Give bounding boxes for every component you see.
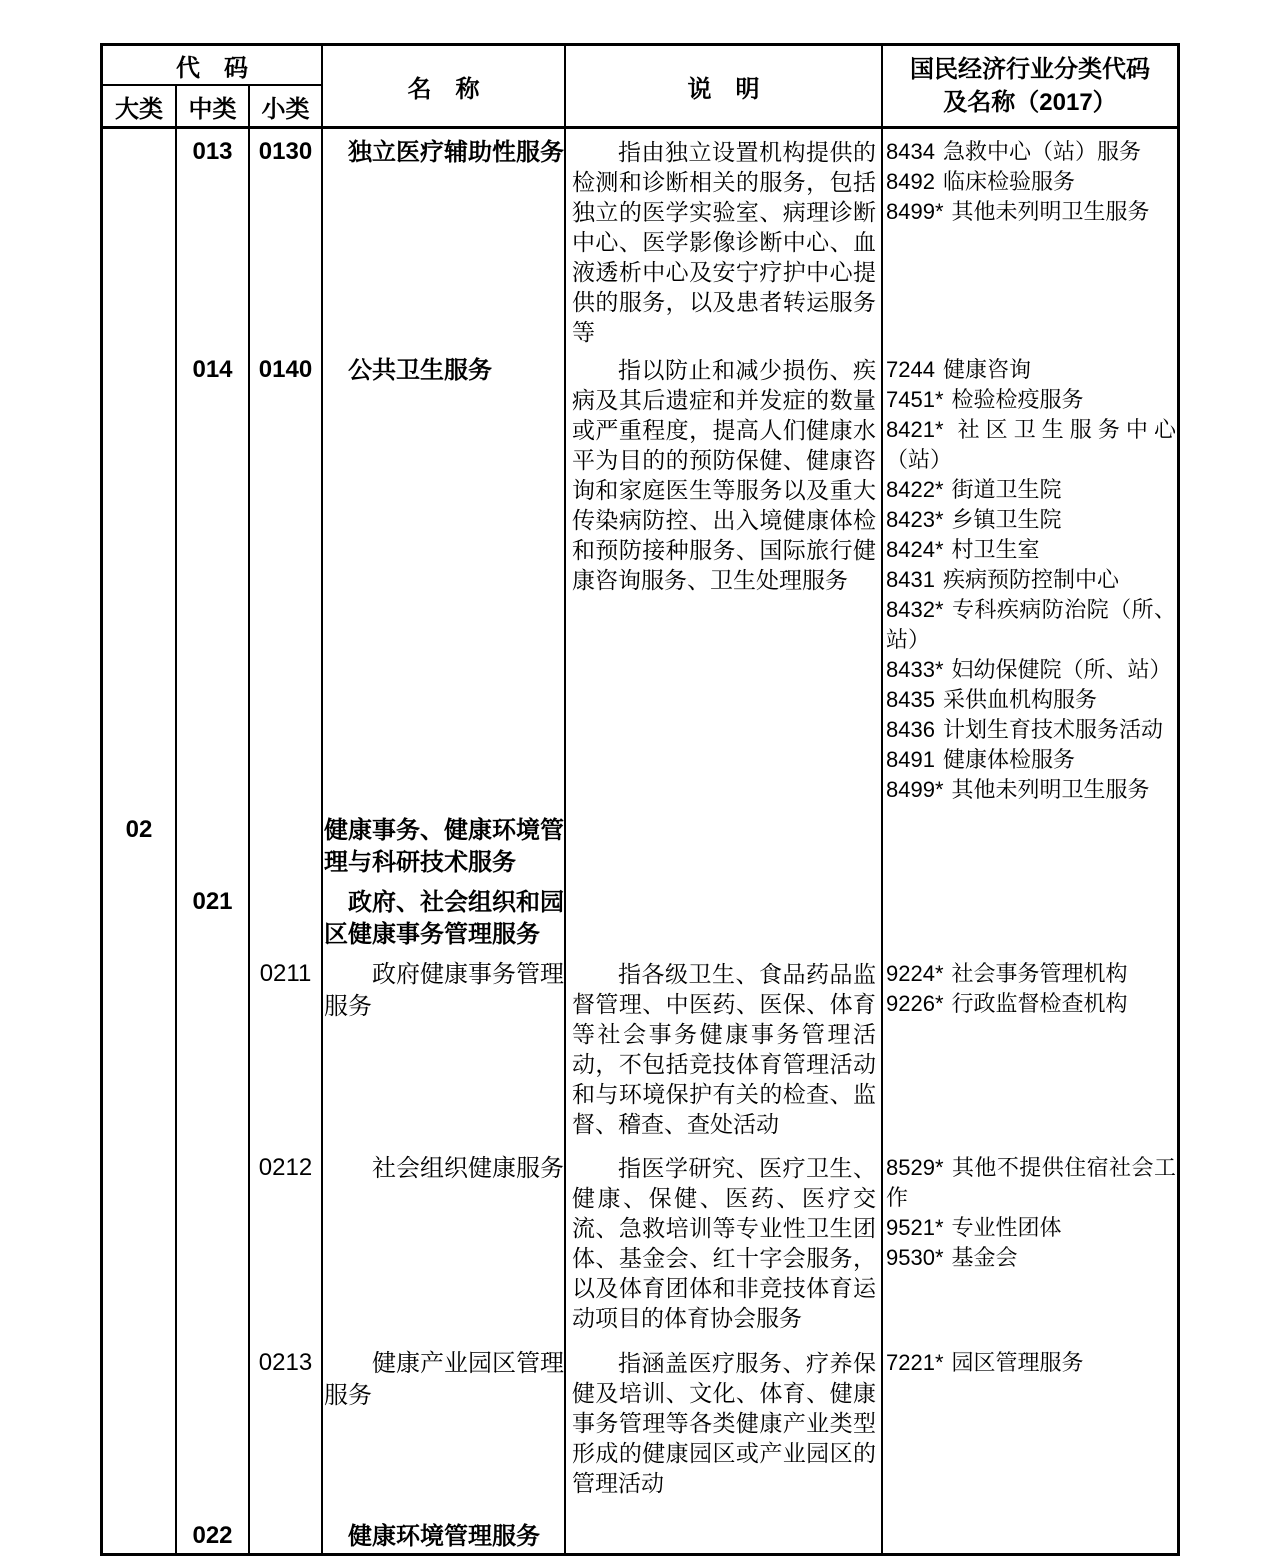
table-row — [103, 1340, 1177, 1513]
major-code-cell — [103, 347, 177, 807]
description-cell — [566, 879, 883, 951]
name-cell — [323, 807, 566, 879]
industry-code: 8436 — [886, 717, 935, 742]
industry-entry — [886, 385, 1176, 415]
major-code-cell — [103, 1513, 177, 1553]
header-middle-class: 中类 — [177, 86, 250, 126]
industry-entry — [886, 167, 1176, 197]
category-name: 政府健康事务管理服务 — [324, 961, 564, 1020]
industry-code: 8499* — [886, 777, 944, 802]
industry-label: 其他未列明卫生服务 — [951, 777, 1150, 802]
description-text: 指医学研究、医疗卫生、健康、保健、医药、医疗交流、急救培训等专业性卫生团体、基金会、红十字会服务，以及体育团体和非竞技体育运动项目的体育协会服务 — [572, 1155, 876, 1331]
industry-codes-cell — [883, 1340, 1177, 1513]
name-cell — [323, 879, 566, 951]
industry-code: 7244 — [886, 357, 935, 382]
table-row — [103, 807, 1177, 879]
industry-code: 8529* — [886, 1155, 944, 1180]
minor-code-cell: 0130 — [250, 129, 323, 347]
industry-label: 疾病预防控制中心 — [942, 567, 1119, 592]
industry-codes-cell — [883, 1145, 1177, 1340]
industry-label: 健康咨询 — [942, 357, 1031, 382]
industry-label: 社会事务管理机构 — [951, 961, 1128, 986]
industry-entry — [886, 1348, 1176, 1378]
industry-code: 7221* — [886, 1350, 944, 1375]
industry-label: 其他不提供住宿社会工作 — [886, 1155, 1176, 1210]
industry-entry — [886, 415, 1176, 475]
description-text: 指涵盖医疗服务、疗养保健及培训、文化、体育、健康事务管理等各类健康产业类型形成的健康园区或产业园区的管理活动 — [572, 1350, 876, 1496]
industry-code: 8434 — [886, 139, 935, 164]
industry-label: 专科疾病防治院（所、站） — [886, 597, 1176, 652]
industry-entry — [886, 1243, 1176, 1273]
description-text: 指各级卫生、食品药品监督管理、中医药、医保、体育等社会事务健康事务管理活动，不包括竞技体育管理活动和与环境保护有关的检查、监督、稽查、查处活动 — [572, 961, 876, 1137]
middle-code-cell — [177, 1145, 250, 1340]
category-name: 健康环境管理服务 — [348, 1523, 540, 1550]
table-body — [103, 129, 1177, 1553]
industry-label: 检验检疫服务 — [951, 387, 1084, 412]
major-code-cell — [103, 879, 177, 951]
description-cell — [566, 129, 883, 347]
minor-code-cell — [250, 807, 323, 879]
middle-code-cell — [177, 1340, 250, 1513]
table-row — [103, 1145, 1177, 1340]
industry-code: 8421* — [886, 417, 944, 442]
industry-label: 采供血机构服务 — [942, 687, 1097, 712]
middle-code-cell — [177, 951, 250, 1145]
major-code-cell — [103, 129, 177, 347]
industry-entry — [886, 595, 1176, 655]
name-cell — [323, 951, 566, 1145]
name-cell — [323, 1340, 566, 1513]
industry-code: 9530* — [886, 1245, 944, 1270]
description-text: 指由独立设置机构提供的检测和诊断相关的服务，包括独立的医学实验室、病理诊断中心、医学影像诊断中心、血液透析中心及安宁疗护中心提供的服务，以及患者转运服务等 — [572, 139, 876, 345]
industry-codes-cell — [883, 807, 1177, 879]
industry-label: 计划生育技术服务活动 — [942, 717, 1163, 742]
industry-code: 9224* — [886, 961, 944, 986]
header-name: 名 称 — [323, 46, 566, 126]
minor-code-cell — [250, 1513, 323, 1553]
middle-code-cell — [177, 807, 250, 879]
industry-entry — [886, 775, 1176, 805]
name-cell — [323, 129, 566, 347]
industry-entry — [886, 565, 1176, 595]
industry-codes-cell — [883, 1513, 1177, 1553]
category-name: 政府、社会组织和园区健康事务管理服务 — [324, 889, 564, 948]
header-major-class: 大类 — [103, 86, 177, 126]
industry-codes-cell — [883, 951, 1177, 1145]
table-row — [103, 879, 1177, 951]
minor-code-cell: 0213 — [250, 1340, 323, 1513]
industry-label: 健康体检服务 — [942, 747, 1075, 772]
minor-code-cell: 0211 — [250, 951, 323, 1145]
industry-entry — [886, 1213, 1176, 1243]
table-row — [103, 1513, 1177, 1553]
minor-code-cell — [250, 879, 323, 951]
industry-label: 乡镇卫生院 — [951, 507, 1062, 532]
industry-entry — [886, 989, 1176, 1019]
minor-code-cell: 0140 — [250, 347, 323, 807]
industry-entry — [886, 959, 1176, 989]
major-code-cell — [103, 951, 177, 1145]
description-cell — [566, 1340, 883, 1513]
industry-entry — [886, 745, 1176, 775]
industry-label: 社区卫生服务中心（站） — [886, 417, 1176, 472]
industry-entry — [886, 535, 1176, 565]
major-code-cell — [103, 1340, 177, 1513]
description-cell — [566, 807, 883, 879]
classification-table — [100, 43, 1180, 1556]
industry-entry — [886, 715, 1176, 745]
description-cell — [566, 1513, 883, 1553]
category-name: 健康事务、健康环境管理与科研技术服务 — [324, 817, 564, 876]
header-minor-class: 小类 — [250, 86, 323, 126]
industry-code: 8431 — [886, 567, 935, 592]
major-code-cell: 02 — [103, 807, 177, 879]
industry-code: 8433* — [886, 657, 944, 682]
industry-code: 8422* — [886, 477, 944, 502]
middle-code-cell: 021 — [177, 879, 250, 951]
category-name: 健康产业园区管理服务 — [324, 1350, 564, 1409]
middle-code-cell: 013 — [177, 129, 250, 347]
header-industry-line1: 国民经济行业分类代码 — [910, 56, 1150, 83]
description-cell — [566, 951, 883, 1145]
industry-code: 8423* — [886, 507, 944, 532]
industry-code: 9521* — [886, 1215, 944, 1240]
industry-label: 急救中心（站）服务 — [942, 139, 1141, 164]
major-code-cell — [103, 1145, 177, 1340]
industry-code: 8491 — [886, 747, 935, 772]
table-row — [103, 347, 1177, 807]
industry-label: 临床检验服务 — [942, 169, 1075, 194]
industry-label: 其他未列明卫生服务 — [951, 199, 1150, 224]
industry-label: 行政监督检查机构 — [951, 991, 1128, 1016]
header-industry-classification — [883, 46, 1177, 126]
industry-code: 8492 — [886, 169, 935, 194]
industry-code: 8499* — [886, 199, 944, 224]
industry-label: 专业性团体 — [951, 1215, 1062, 1240]
industry-code: 8435 — [886, 687, 935, 712]
table-row — [103, 951, 1177, 1145]
industry-label: 村卫生室 — [951, 537, 1040, 562]
category-name: 社会组织健康服务 — [372, 1155, 564, 1182]
minor-code-cell: 0212 — [250, 1145, 323, 1340]
table-row — [103, 129, 1177, 347]
header-industry-line2: 及名称（2017） — [943, 89, 1117, 116]
industry-codes-cell — [883, 129, 1177, 347]
description-text: 指以防止和减少损伤、疾病及其后遗症和并发症的数量或严重程度，提高人们健康水平为目的的预防保健、健康咨询和家庭医生等服务以及重大传染病防控、出入境健康体检和预防接种服务、国际旅行健康咨询服务、卫生处理服务 — [572, 357, 876, 593]
industry-codes-cell — [883, 879, 1177, 951]
name-cell — [323, 1145, 566, 1340]
industry-entry — [886, 197, 1176, 227]
middle-code-cell: 022 — [177, 1513, 250, 1553]
name-cell — [323, 347, 566, 807]
industry-entry — [886, 137, 1176, 167]
header-description: 说 明 — [566, 46, 883, 126]
industry-code: 7451* — [886, 387, 944, 412]
industry-code: 9226* — [886, 991, 944, 1016]
industry-entry — [886, 655, 1176, 685]
industry-entry — [886, 505, 1176, 535]
description-cell — [566, 1145, 883, 1340]
industry-label: 园区管理服务 — [951, 1350, 1084, 1375]
table-header — [103, 46, 1177, 129]
industry-code: 8424* — [886, 537, 944, 562]
middle-code-cell: 014 — [177, 347, 250, 807]
industry-entry — [886, 1153, 1176, 1213]
category-name: 公共卫生服务 — [348, 357, 492, 384]
industry-label: 街道卫生院 — [951, 477, 1062, 502]
industry-label: 基金会 — [951, 1245, 1018, 1270]
name-cell — [323, 1513, 566, 1553]
description-cell — [566, 347, 883, 807]
industry-codes-cell — [883, 347, 1177, 807]
industry-entry — [886, 475, 1176, 505]
header-code-group: 代 码 — [103, 46, 323, 86]
industry-entry — [886, 685, 1176, 715]
industry-code: 8432* — [886, 597, 944, 622]
industry-label: 妇幼保健院（所、站） — [951, 657, 1172, 682]
category-name: 独立医疗辅助性服务 — [348, 139, 564, 166]
industry-entry — [886, 355, 1176, 385]
